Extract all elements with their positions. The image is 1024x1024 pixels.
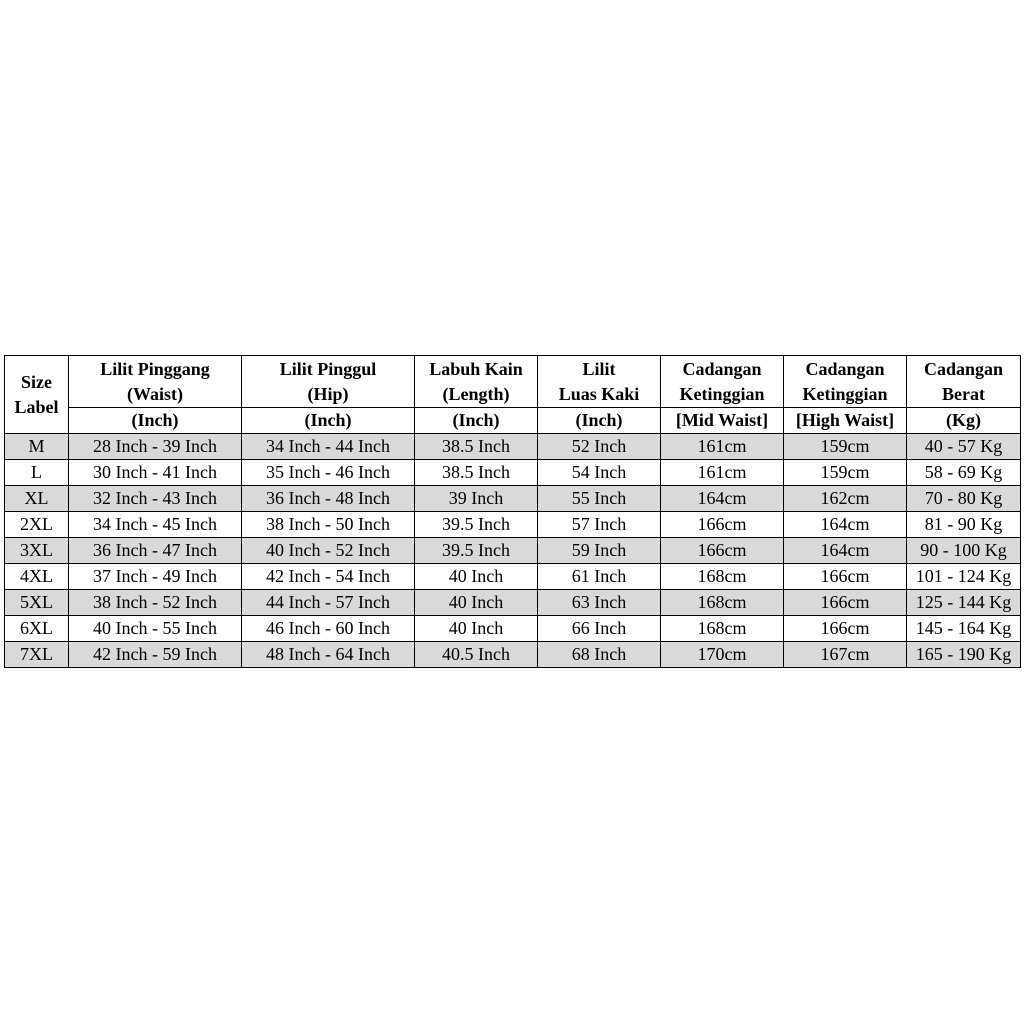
table-row — [5, 538, 1021, 564]
length-cell: 39 Inch — [415, 486, 538, 512]
leg-width-cell: 54 Inch — [538, 460, 661, 486]
waist-cell: 42 Inch - 59 Inch — [69, 642, 242, 668]
waist-cell: 36 Inch - 47 Inch — [69, 538, 242, 564]
unit-hip: (Inch) — [242, 408, 415, 434]
size-label-cell: 3XL — [5, 538, 69, 564]
unit-mid-waist: [Mid Waist] — [661, 408, 784, 434]
weight-cell: 145 - 164 Kg — [907, 616, 1021, 642]
hip-cell: 34 Inch - 44 Inch — [242, 434, 415, 460]
size-label-cell: L — [5, 460, 69, 486]
mid-waist-height-cell: 168cm — [661, 590, 784, 616]
table-row — [5, 616, 1021, 642]
unit-leg-width: (Inch) — [538, 408, 661, 434]
length-cell: 40 Inch — [415, 616, 538, 642]
hip-cell: 46 Inch - 60 Inch — [242, 616, 415, 642]
high-waist-height-cell: 159cm — [784, 434, 907, 460]
length-cell: 38.5 Inch — [415, 434, 538, 460]
unit-high-waist: [High Waist] — [784, 408, 907, 434]
table-row — [5, 642, 1021, 668]
mid-waist-height-cell: 170cm — [661, 642, 784, 668]
size-label-cell: 7XL — [5, 642, 69, 668]
waist-cell: 34 Inch - 45 Inch — [69, 512, 242, 538]
leg-width-cell: 68 Inch — [538, 642, 661, 668]
leg-width-cell: 61 Inch — [538, 564, 661, 590]
size-label-cell: 4XL — [5, 564, 69, 590]
waist-cell: 30 Inch - 41 Inch — [69, 460, 242, 486]
table-row — [5, 460, 1021, 486]
header-height-mid-waist: Cadangan Ketinggian — [661, 356, 784, 408]
waist-cell: 32 Inch - 43 Inch — [69, 486, 242, 512]
high-waist-height-cell: 159cm — [784, 460, 907, 486]
waist-cell: 40 Inch - 55 Inch — [69, 616, 242, 642]
waist-cell: 37 Inch - 49 Inch — [69, 564, 242, 590]
waist-cell: 38 Inch - 52 Inch — [69, 590, 242, 616]
weight-cell: 81 - 90 Kg — [907, 512, 1021, 538]
size-label-cell: XL — [5, 486, 69, 512]
mid-waist-height-cell: 166cm — [661, 538, 784, 564]
mid-waist-height-cell: 161cm — [661, 460, 784, 486]
weight-cell: 101 - 124 Kg — [907, 564, 1021, 590]
weight-cell: 165 - 190 Kg — [907, 642, 1021, 668]
size-label-cell: 6XL — [5, 616, 69, 642]
table-row — [5, 590, 1021, 616]
header-row — [5, 356, 1021, 408]
hip-cell: 48 Inch - 64 Inch — [242, 642, 415, 668]
hip-cell: 44 Inch - 57 Inch — [242, 590, 415, 616]
unit-length: (Inch) — [415, 408, 538, 434]
header-length: Labuh Kain (Length) — [415, 356, 538, 408]
mid-waist-height-cell: 164cm — [661, 486, 784, 512]
high-waist-height-cell: 166cm — [784, 616, 907, 642]
header-waist: Lilit Pinggang (Waist) — [69, 356, 242, 408]
weight-cell: 58 - 69 Kg — [907, 460, 1021, 486]
size-label-cell: 5XL — [5, 590, 69, 616]
high-waist-height-cell: 162cm — [784, 486, 907, 512]
unit-weight: (Kg) — [907, 408, 1021, 434]
weight-cell: 90 - 100 Kg — [907, 538, 1021, 564]
high-waist-height-cell: 164cm — [784, 512, 907, 538]
weight-cell: 40 - 57 Kg — [907, 434, 1021, 460]
mid-waist-height-cell: 161cm — [661, 434, 784, 460]
table-row — [5, 434, 1021, 460]
size-label-cell: M — [5, 434, 69, 460]
mid-waist-height-cell: 168cm — [661, 564, 784, 590]
high-waist-height-cell: 167cm — [784, 642, 907, 668]
waist-cell: 28 Inch - 39 Inch — [69, 434, 242, 460]
header-unit-row — [5, 408, 1021, 434]
header-height-high-waist: Cadangan Ketinggian — [784, 356, 907, 408]
length-cell: 40 Inch — [415, 564, 538, 590]
hip-cell: 35 Inch - 46 Inch — [242, 460, 415, 486]
leg-width-cell: 57 Inch — [538, 512, 661, 538]
length-cell: 40.5 Inch — [415, 642, 538, 668]
unit-waist: (Inch) — [69, 408, 242, 434]
size-chart-table — [4, 355, 1021, 668]
length-cell: 39.5 Inch — [415, 538, 538, 564]
high-waist-height-cell: 164cm — [784, 538, 907, 564]
header-size-label: Size Label — [5, 356, 69, 434]
table-row — [5, 512, 1021, 538]
leg-width-cell: 59 Inch — [538, 538, 661, 564]
mid-waist-height-cell: 166cm — [661, 512, 784, 538]
high-waist-height-cell: 166cm — [784, 564, 907, 590]
size-label-cell: 2XL — [5, 512, 69, 538]
weight-cell: 125 - 144 Kg — [907, 590, 1021, 616]
length-cell: 39.5 Inch — [415, 512, 538, 538]
header-weight: Cadangan Berat — [907, 356, 1021, 408]
header-leg-width: Lilit Luas Kaki — [538, 356, 661, 408]
hip-cell: 36 Inch - 48 Inch — [242, 486, 415, 512]
leg-width-cell: 52 Inch — [538, 434, 661, 460]
weight-cell: 70 - 80 Kg — [907, 486, 1021, 512]
leg-width-cell: 55 Inch — [538, 486, 661, 512]
length-cell: 38.5 Inch — [415, 460, 538, 486]
table-row — [5, 564, 1021, 590]
hip-cell: 38 Inch - 50 Inch — [242, 512, 415, 538]
length-cell: 40 Inch — [415, 590, 538, 616]
table-row — [5, 486, 1021, 512]
mid-waist-height-cell: 168cm — [661, 616, 784, 642]
leg-width-cell: 63 Inch — [538, 590, 661, 616]
leg-width-cell: 66 Inch — [538, 616, 661, 642]
hip-cell: 40 Inch - 52 Inch — [242, 538, 415, 564]
table-body — [5, 356, 1021, 668]
high-waist-height-cell: 166cm — [784, 590, 907, 616]
header-hip: Lilit Pinggul (Hip) — [242, 356, 415, 408]
hip-cell: 42 Inch - 54 Inch — [242, 564, 415, 590]
